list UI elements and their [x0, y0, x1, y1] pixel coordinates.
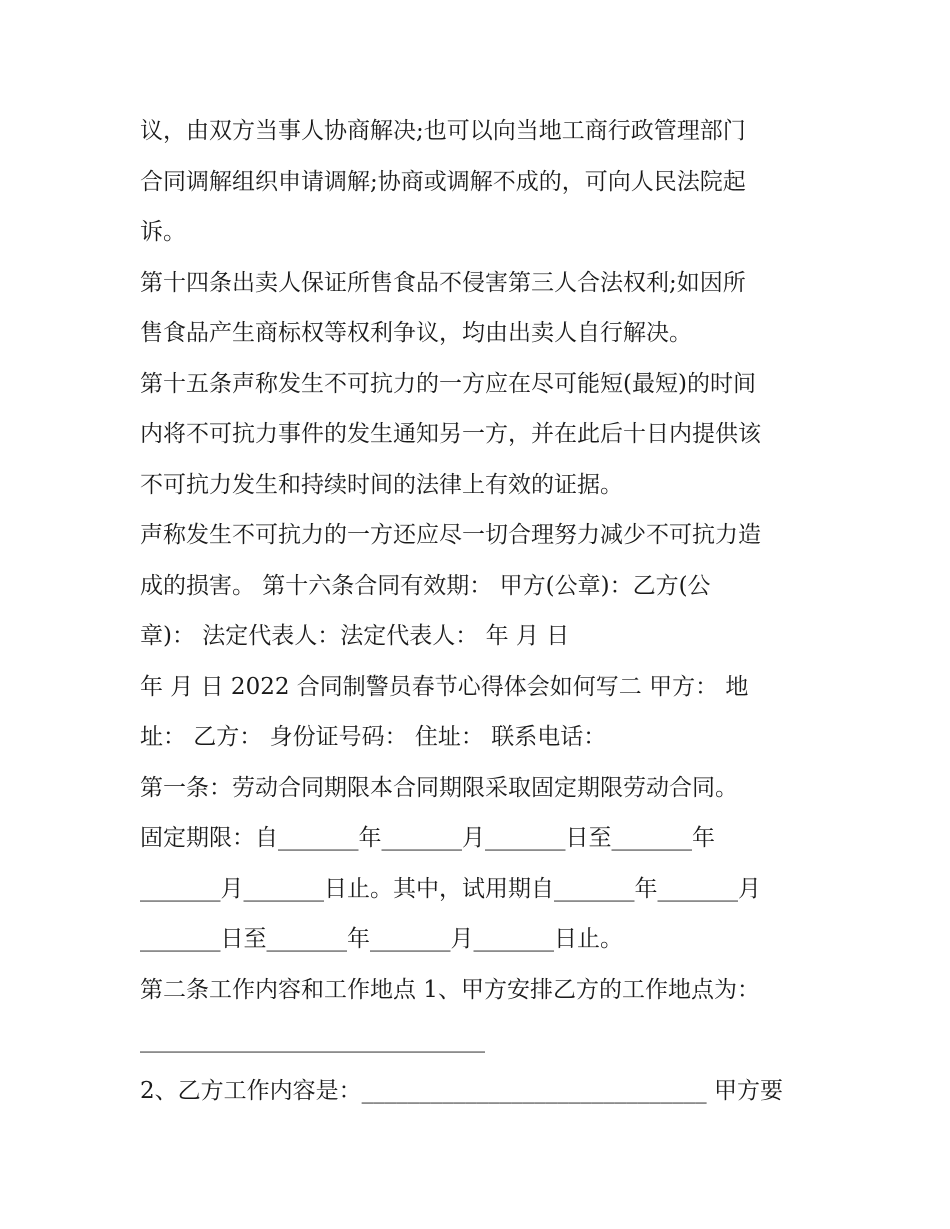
text-line: 址： 乙方： 身份证号码： 住址： 联系电话：	[140, 724, 607, 750]
text-line: 成的损害。 第十六条合同有效期： 甲方(公章)：乙方(公	[140, 572, 711, 599]
text-line: ______________________________	[140, 1027, 485, 1053]
text-line: 第一条：劳动合同期限本合同期限采取固定期限劳动合同。	[140, 774, 738, 801]
text-line: 第十五条声称发生不可抗力的一方应在尽可能短(最短)的时间	[140, 370, 756, 397]
text-line: 议，由双方当事人协商解决;也可以向当地工商行政管理部门	[140, 118, 746, 144]
text-line: 固定期限：自_______年_______月_______日至_______年	[140, 825, 715, 851]
text-line: 不可抗力发生和持续时间的法律上有效的证据。	[140, 471, 623, 498]
text-line: 年 月 日 2022 合同制警员春节心得体会如何写二 甲方： 地	[140, 673, 749, 700]
text-line: 内将不可抗力事件的发生通知另一方，并在此后十日内提供该	[140, 421, 761, 447]
text-line: 售食品产生商标权等权利争议，均由出卖人自行解决。	[140, 320, 692, 346]
text-line: _______月_______日止。其中，试用期自_______年_______月	[140, 875, 761, 902]
document-body	[140, 106, 820, 1116]
text-line: 第十四条出卖人保证所售食品不侵害第三人合法权利;如因所	[140, 269, 746, 296]
text-line: 2、乙方工作内容是：______________________________ 甲方要	[140, 1077, 783, 1104]
text-line: 声称发生不可抗力的一方还应尽一切合理努力减少不可抗力造	[140, 522, 761, 548]
text-line: 章)： 法定代表人：法定代表人： 年 月 日	[140, 623, 570, 649]
text-line: _______日至_______年_______月_______日止。	[140, 926, 623, 952]
text-line: 合同调解组织申请调解;协商或调解不成的，可向人民法院起	[140, 168, 746, 195]
text-line: 第二条工作内容和工作地点 1、甲方安排乙方的工作地点为：	[140, 976, 760, 1003]
text-line: 诉。	[140, 219, 186, 245]
